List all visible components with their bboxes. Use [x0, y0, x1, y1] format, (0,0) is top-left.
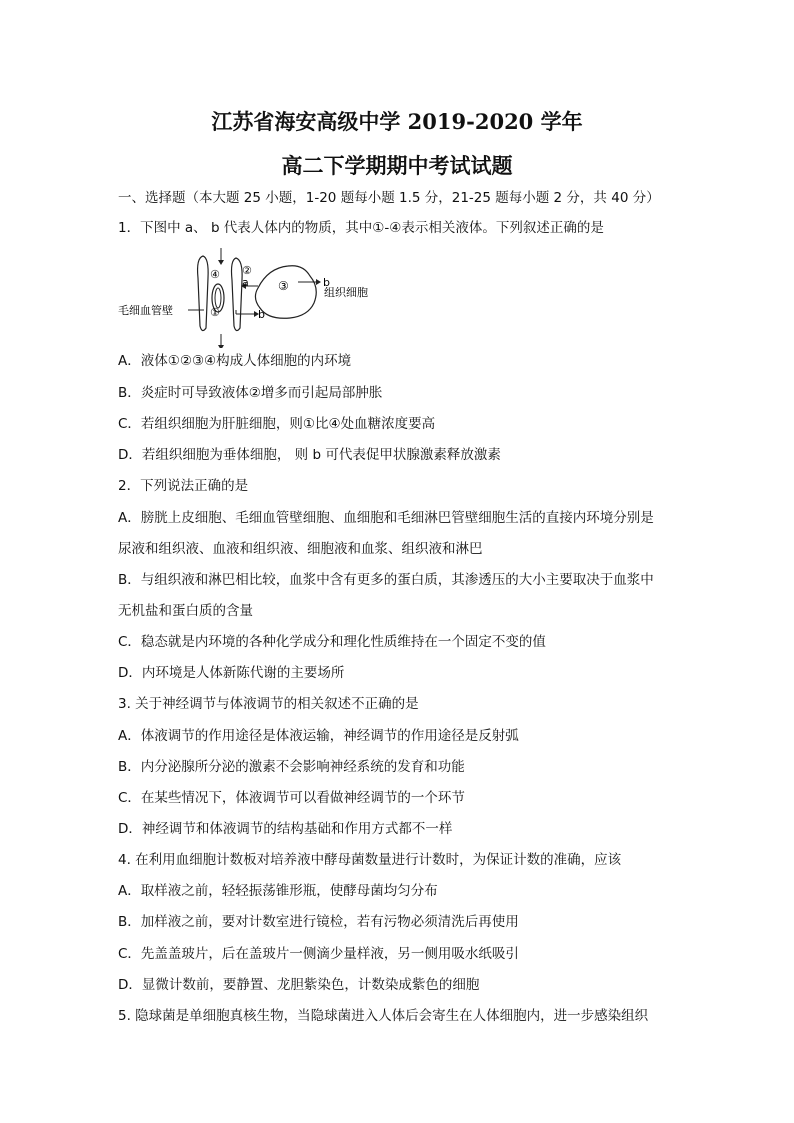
capillary-diagram — [118, 248, 398, 348]
question-3-option-a: A．体液调节的作用途径是体液运输，神经调节的作用途径是反射弧 — [118, 728, 519, 744]
label-capillary-wall: 毛细血管壁 — [118, 304, 173, 317]
label-b-top: b — [323, 276, 330, 289]
capillary-outer-right — [232, 258, 243, 331]
question-1-stem: 1．下图中 a、 b 代表人体内的物质，其中①-④表示相关液体。下列叙述正确的是 — [118, 220, 604, 236]
question-2-option-a-line1: A．膀胱上皮细胞、毛细血管壁细胞、血细胞和毛细淋巴管壁细胞生活的直接内环境分别是 — [118, 510, 654, 526]
question-4-option-b: B．加样液之前，要对计数室进行镜检，若有污物必须清洗后再使用 — [118, 914, 519, 930]
question-4-option-c: C．先盖盖玻片，后在盖玻片一侧滴少量样液，另一侧用吸水纸吸引 — [118, 946, 519, 962]
question-1-option-c: C．若组织细胞为肝脏细胞，则①比④处血糖浓度要高 — [118, 416, 436, 432]
question-3-option-d: D．神经调节和体液调节的结构基础和作用方式都不一样 — [118, 821, 453, 837]
question-2-option-a-line2: 尿液和组织液、血液和组织液、细胞液和血浆、组织液和淋巴 — [118, 541, 483, 557]
question-2-option-d: D．内环境是人体新陈代谢的主要场所 — [118, 665, 345, 681]
label-b-bottom: b — [258, 308, 265, 321]
question-1-option-a: A．液体①②③④构成人体细胞的内环境 — [118, 353, 352, 369]
question-1-option-d: D．若组织细胞为垂体细胞， 则 b 可代表促甲状腺激素释放激素 — [118, 447, 501, 463]
label-a: a — [242, 276, 249, 289]
section-heading: 一、选择题（本大题 25 小题，1-20 题每小题 1.5 分，21-25 题每小题 2 分，共 40 分） — [118, 190, 660, 206]
question-2-stem: 2．下列说法正确的是 — [118, 478, 249, 494]
question-2-option-c: C．稳态就是内环境的各种化学成分和理化性质维持在一个固定不变的值 — [118, 634, 546, 650]
label-fluid-4: ④ — [210, 268, 220, 281]
question-3-option-b: B．内分泌腺所分泌的激素不会影响神经系统的发育和功能 — [118, 759, 465, 775]
document-title-line2: 高二下学期期中考试试题 — [281, 153, 513, 178]
question-2-option-b-line1: B．与组织液和淋巴相比较，血浆中含有更多的蛋白质，其渗透压的大小主要取决于血浆中 — [118, 572, 654, 588]
question-4-option-d: D．显微计数前，要静置、龙胆紫染色，计数染成紫色的细胞 — [118, 977, 480, 993]
question-4-stem: 4. 在利用血细胞计数板对培养液中酵母菌数量进行计数时，为保证计数的准确，应该 — [118, 852, 622, 868]
document-title-line1: 江苏省海安高级中学 2019-2020 学年 — [211, 109, 583, 134]
question-1-option-b: B．炎症时可导致液体②增多而引起局部肿胀 — [118, 385, 383, 401]
question-4-option-a: A．取样液之前，轻轻振荡锥形瓶，使酵母菌均匀分布 — [118, 883, 438, 899]
label-fluid-2: ② — [242, 264, 252, 277]
question-3-option-c: C．在某些情况下，体液调节可以看做神经调节的一个环节 — [118, 790, 465, 806]
label-tissue-cell: 组织细胞 — [324, 286, 368, 299]
capillary-outer-left — [198, 256, 209, 331]
question-3-stem: 3. 关于神经调节与体液调节的相关叙述不正确的是 — [118, 696, 419, 712]
question-5-stem: 5. 隐球菌是单细胞真核生物，当隐球菌进入人体后会寄生在人体细胞内，进一步感染组织 — [118, 1008, 649, 1024]
red-blood-cell-inner — [215, 288, 221, 308]
question-2-option-b-line2: 无机盐和蛋白质的含量 — [118, 603, 253, 619]
label-fluid-3: ③ — [278, 279, 289, 293]
label-fluid-1: ① — [210, 306, 220, 319]
